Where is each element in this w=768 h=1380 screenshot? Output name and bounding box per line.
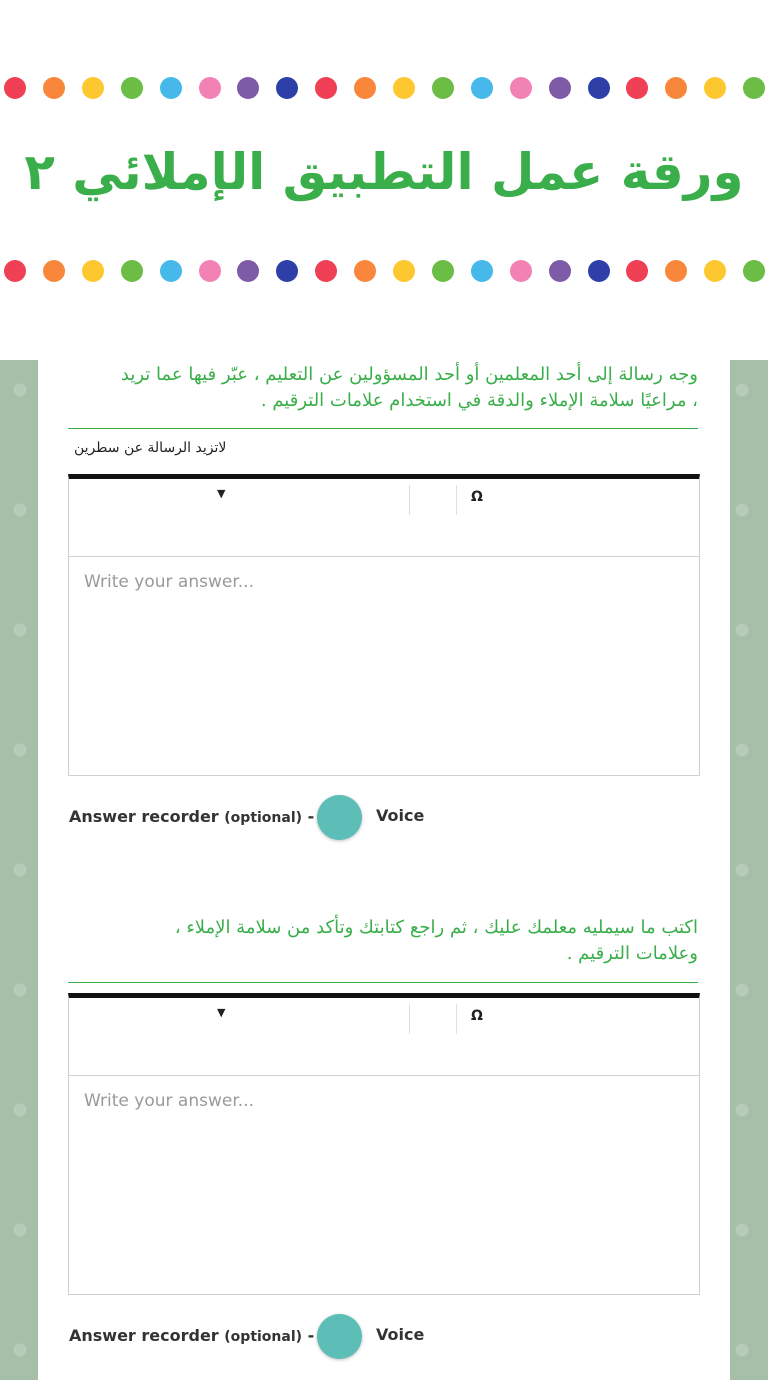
decorative-dot	[432, 77, 454, 99]
recorder-optional-tag: (optional)	[224, 810, 303, 826]
question-1-answer-input[interactable]	[69, 557, 699, 775]
decorative-dot	[82, 260, 104, 282]
question-1-divider	[68, 428, 698, 429]
caret-down-icon[interactable]: ▼	[217, 1006, 226, 1019]
toolbar-separator	[409, 485, 410, 515]
question-1-note: لاتزيد الرسالة عن سطرين	[74, 440, 227, 456]
confetti-dots-top	[0, 77, 768, 101]
recorder-dash: -	[307, 807, 315, 826]
question-2-divider	[68, 982, 698, 983]
decorative-dot	[237, 77, 259, 99]
worksheet-title: ورقة عمل التطبيق الإملائي ٢	[24, 143, 744, 201]
question-1-toolbar	[69, 479, 699, 557]
decorative-dot	[393, 77, 415, 99]
recorder-dash: -	[307, 1326, 315, 1345]
decorative-dot	[4, 77, 26, 99]
special-character-button[interactable]: Ω	[471, 1008, 483, 1024]
question-2-answer-input[interactable]	[69, 1076, 699, 1294]
question-2-editor	[68, 993, 700, 1295]
decorative-dot	[549, 260, 571, 282]
voice-label: Voice	[376, 1325, 425, 1344]
decorative-dot	[665, 77, 687, 99]
decorative-dot	[626, 77, 648, 99]
decorative-dot	[626, 260, 648, 282]
toolbar-separator	[409, 1004, 410, 1034]
decorative-dot	[354, 77, 376, 99]
decorative-dot	[510, 77, 532, 99]
caret-down-icon[interactable]: ▼	[217, 487, 226, 500]
question-2-toolbar	[69, 998, 699, 1076]
question-1-line-2: ، مراعيًا سلامة الإملاء والدقة في استخدام علامات الترقيم .	[260, 390, 698, 411]
question-1-prompt	[68, 362, 698, 414]
decorative-dot	[43, 260, 65, 282]
decorative-dot	[4, 260, 26, 282]
question-2-prompt	[68, 915, 698, 967]
decorative-dot	[665, 260, 687, 282]
decorative-dot	[510, 260, 532, 282]
decorative-dot	[121, 77, 143, 99]
record-circle-icon[interactable]	[317, 795, 362, 840]
toolbar-separator	[456, 1004, 457, 1034]
question-2-line-1: اكتب ما سيمليه معلمك عليك ، ثم راجع كتابتك وتأكد من سلامة الإملاء ،	[174, 917, 698, 938]
voice-label: Voice	[376, 806, 425, 825]
decorative-dot	[704, 260, 726, 282]
worksheet-header	[0, 0, 768, 360]
question-1-editor	[68, 474, 700, 776]
record-circle-icon[interactable]	[317, 1314, 362, 1359]
decorative-dot	[432, 260, 454, 282]
recorder-label-text: Answer recorder	[69, 807, 219, 826]
recorder-label	[69, 807, 314, 826]
recorder-label-text: Answer recorder	[69, 1326, 219, 1345]
decorative-dot	[549, 77, 571, 99]
decorative-dot	[588, 77, 610, 99]
decorative-dot	[743, 77, 765, 99]
recorder-optional-tag: (optional)	[224, 1329, 303, 1345]
decorative-dot	[315, 77, 337, 99]
decorative-dot	[160, 260, 182, 282]
decorative-dot	[199, 77, 221, 99]
decorative-dot	[199, 260, 221, 282]
decorative-dot	[704, 77, 726, 99]
question-1-line-1: وجه رسالة إلى أحد المعلمين أو أحد المسؤولين عن التعليم ، عبّر فيها عما تريد	[120, 364, 698, 385]
confetti-dots-bottom	[0, 260, 768, 284]
special-character-button[interactable]: Ω	[471, 489, 483, 505]
toolbar-separator	[456, 485, 457, 515]
decorative-dot	[82, 77, 104, 99]
decorative-dot	[276, 260, 298, 282]
recorder-label	[69, 1326, 314, 1345]
decorative-dot	[121, 260, 143, 282]
decorative-dot	[160, 77, 182, 99]
decorative-dot	[43, 77, 65, 99]
decorative-dot	[354, 260, 376, 282]
question-2-line-2: وعلامات الترقيم .	[566, 943, 698, 964]
decorative-dot	[471, 77, 493, 99]
decorative-dot	[393, 260, 415, 282]
decorative-dot	[276, 77, 298, 99]
decorative-dot	[743, 260, 765, 282]
decorative-dot	[588, 260, 610, 282]
decorative-dot	[471, 260, 493, 282]
decorative-dot	[237, 260, 259, 282]
decorative-dot	[315, 260, 337, 282]
